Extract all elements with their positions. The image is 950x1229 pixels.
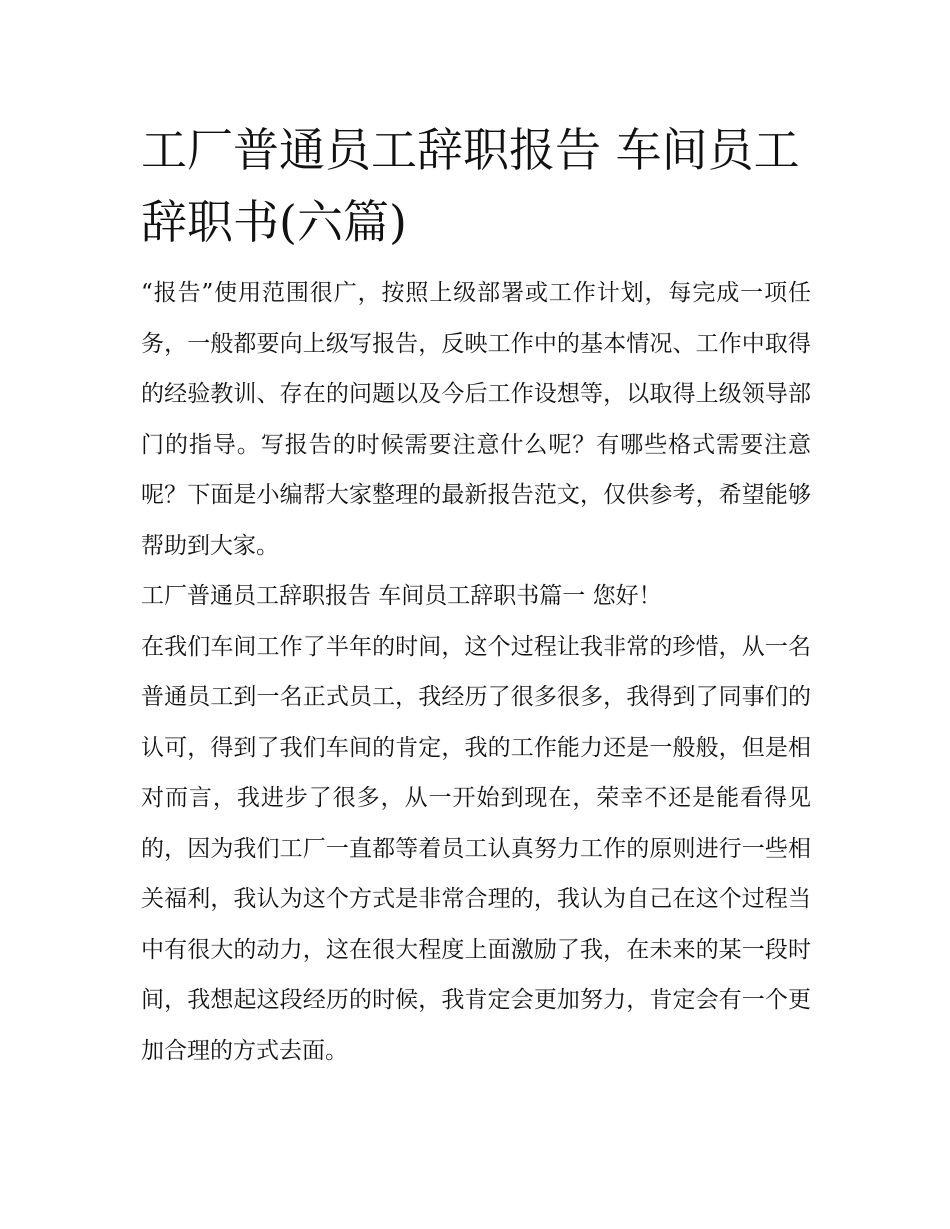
section-heading-paragraph: 工厂普通员工辞职报告 车间员工辞职书篇一 您好！ bbox=[141, 583, 662, 609]
document-title: 工厂普通员工辞职报告 车间员工辞职书(六篇) bbox=[141, 123, 800, 249]
body-paragraph: 在我们车间工作了半年的时间，这个过程让我非常的珍惜，从一名普通员工到一名正式员工，我经历了很多很多，我得到了同事们的认可，得到了我们车间的肯定，我的工作能力还是一般般，但是相对而言，我进步了很多，从一开始到现在，荣幸不还是能看得见的，因为我们工厂一直都等着员工认真努力工作的原则进行一些相关福利，我认为这个方式是非常合理的，我认为自己在这个过程当中有很大的动力，这在很大程度上面激励了我，在未来的某一段时间，我想起这段经历的时候，我肯定会更加努力，肯定会有一个更加合理的方式去面。 bbox=[141, 633, 811, 1064]
intro-paragraph: “报告”使用范围很广，按照上级部署或工作计划，每完成一项任务，一般都要向上级写报告，反映工作中的基本情况、工作中取得的经验教训、存在的问题以及今后工作设想等，以取得上级领导部门的指导。写报告的时候需要注意什么呢？有哪些格式需要注意呢？下面是小编帮大家整理的最新报告范文，仅供参考，希望能够帮助到大家。 bbox=[141, 280, 811, 559]
document-body bbox=[141, 114, 811, 1076]
